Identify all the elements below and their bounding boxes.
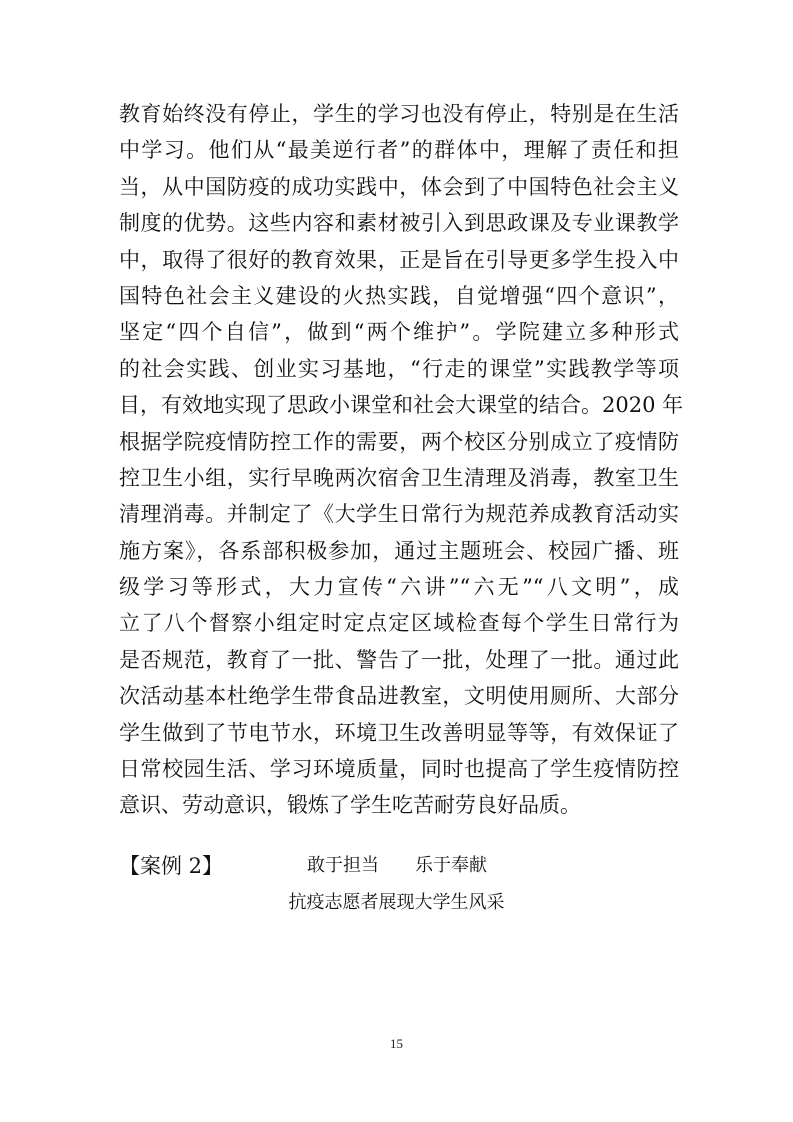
paragraph-line: 坚定“四个自信”，做到“两个维护”。学院建立多种形式 [119,320,679,345]
paragraph-line: 当，从中国防疫的成功实践中，体会到了中国特色社会主义 [119,174,679,199]
paragraph-line: 清理消毒。并制定了《大学生日常行为规范养成教育活动实 [119,502,679,527]
paragraph-line: 教育始终没有停止，学生的学习也没有停止，特别是在生活 [119,102,679,126]
case-title-part2: 乐于奉献 [415,855,487,876]
paragraph-line: 是否规范，教育了一批、警告了一批，处理了一批。通过此 [119,647,679,672]
paragraph-line: 日常校园生活、学习环境质量，同时也提高了学生疫情防控 [119,757,679,782]
paragraph-line: 学生做到了节电节水，环境卫生改善明显等等，有效保证了 [119,720,679,745]
paragraph-line: 意识、劳动意识，锻炼了学生吃苦耐劳良好品质。 [119,793,581,818]
paragraph-line: 控卫生小组，实行早晚两次宿舍卫生清理及消毒，教室卫生 [119,465,679,490]
paragraph-line: 次活动基本杜绝学生带食品进教室，文明使用厕所、大部分 [119,684,679,709]
page-number: 15 [390,1036,403,1051]
case-subtitle: 抗疫志愿者展现大学生风采 [288,892,505,913]
case-title-part1: 敢于担当 [307,855,379,876]
paragraph-line: 施方案》，各系部积极参加，通过主题班会、校园广播、班 [119,538,679,563]
paragraph-line: 级学习等形式，大力宣传“六讲”“六无”“八文明”，成 [119,575,679,600]
paragraph-line: 中，取得了很好的教育效果，正是旨在引导更多学生投入中 [119,247,679,272]
case-heading-row [119,848,679,884]
paragraph-line: 中学习。他们从“最美逆行者”的群体中，理解了责任和担 [119,138,679,163]
paragraph-line: 国特色社会主义建设的火热实践，自觉增强“四个意识”， [119,283,679,308]
paragraph-line: 目，有效地实现了思政小课堂和社会大课堂的结合。2020 年 [119,393,684,418]
paragraph-line: 的社会实践、创业实习基地，“行走的课堂”实践教学等项 [119,356,679,381]
case-title [307,848,487,884]
paragraph-line: 制度的优势。这些内容和素材被引入到思政课及专业课教学 [119,211,679,236]
body-paragraph [119,96,684,824]
case-label: 【案例 2】 [119,854,224,878]
paragraph-line: 立了八个督察小组定时定点定区域检查每个学生日常行为 [119,611,679,636]
paragraph-line: 根据学院疫情防控工作的需要，两个校区分别成立了疫情防 [119,429,679,454]
